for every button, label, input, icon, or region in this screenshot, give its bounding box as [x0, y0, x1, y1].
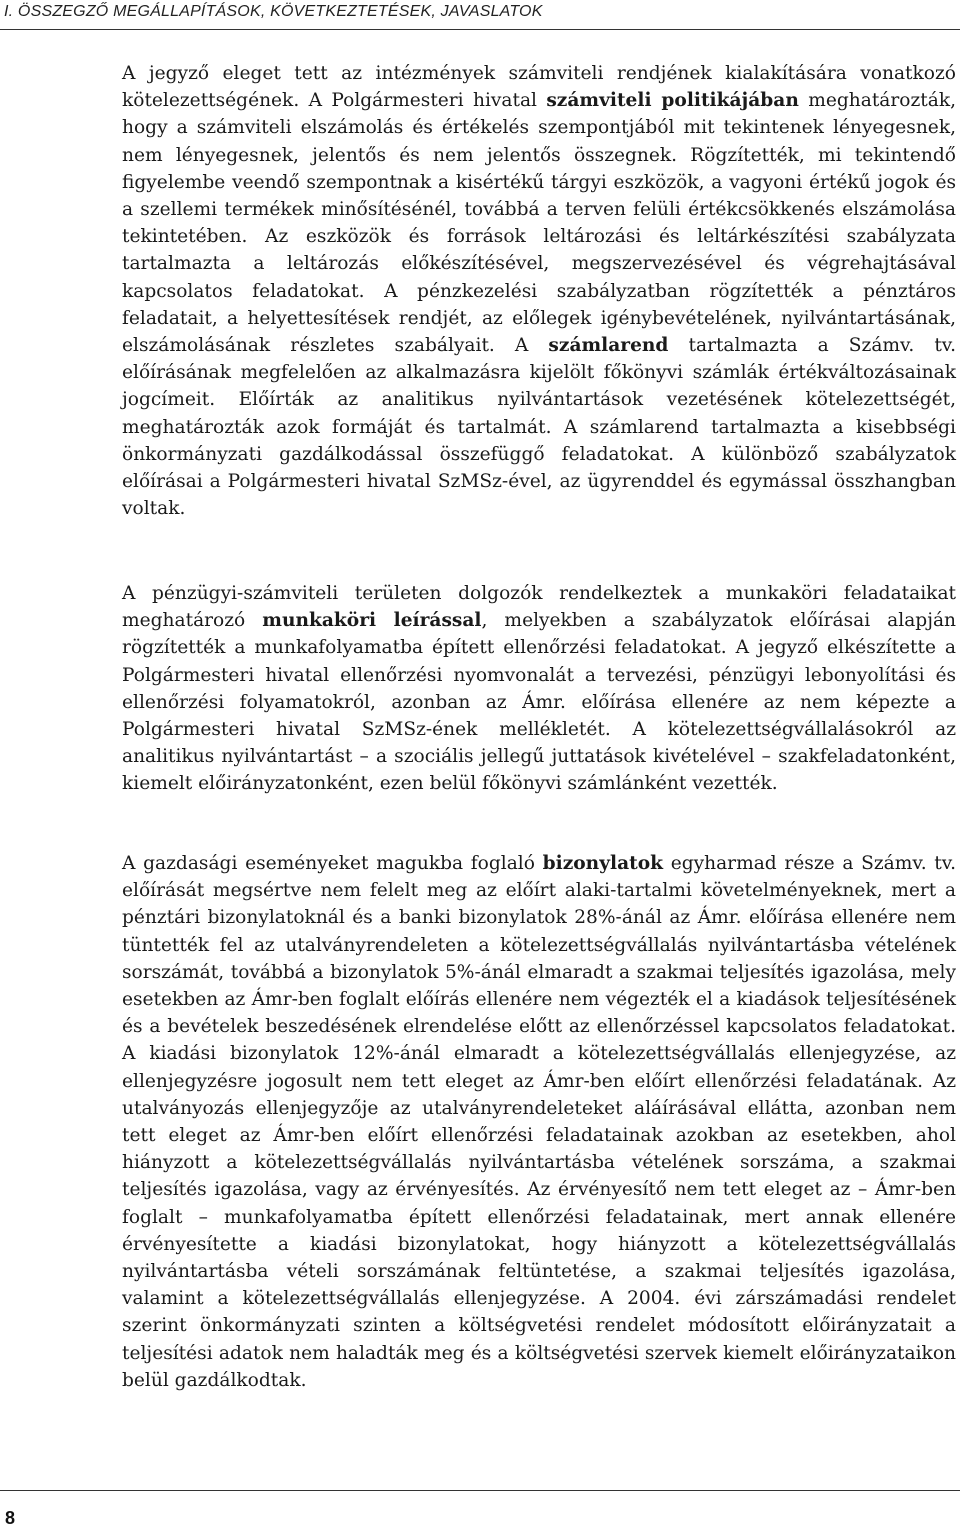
- text-run: A gazdasági eseményeket magukba foglaló: [122, 853, 543, 874]
- page-header: [0, 0, 960, 30]
- paragraph-vouchers: [122, 850, 956, 1394]
- text-run: A pénzügyi-számviteli területen dolgozók rendelkeztek a munkaköri feladataikat meghatározó: [122, 583, 956, 632]
- bold-term: számviteli politikájában: [546, 90, 799, 112]
- bold-term: számlarend: [548, 335, 669, 357]
- paragraph-accounting-policy: [122, 60, 956, 522]
- header-divider: [0, 29, 960, 30]
- paragraph-job-descriptions: [122, 580, 956, 798]
- section-title: I. ÖSSZEGZŐ MEGÁLLAPÍTÁSOK, KÖVETKEZTETÉSEK, JAVASLATOK: [4, 3, 543, 20]
- bold-term: bizonylatok: [542, 853, 663, 874]
- text-run: A jegyző eleget tett az intézmények számviteli rendjének kialakítására vonatkozó kötelezettségének. A Polgármesteri hivatal: [122, 63, 956, 112]
- text-run: , melyekben a szabályzatok előírásai alapján rögzítették a munkafolyamatba épített ellenőrzési feladatokat. A jegyző elkészítette a Polgármesteri hivatal ellenőrzési nyomvonalát a tervezési, pénzügyi lebonyolítási és ellenőrzési folyamatokról, azonban az Ámr. előírása ellenére az nem képezte a Polgármesteri hivatal SzMSz-ének mellékletét. A kötelezettségvállalásokról az analitikus nyilvántartást – a szociális jellegű juttatások kivételével – szakfeladatonként, kiemelt előirányzatonként, ezen belül főkönyvi számlánként vezették.: [122, 610, 957, 795]
- footer-divider: [0, 1490, 960, 1491]
- text-run: egyharmad része a Számv. tv. előírását megsértve nem felelt meg az előírt alaki-tartalmi követelményeknek, mert a pénztári bizonylatoknál és a banki bizonylatok 28%-ánál az Ámr. előírása ellenére nem tüntették fel az utalványrendeleten a kötelezettségvállalás nyilvántartásba vételének sorszámát, továbbá a bizonylatok 5%-ánál elmaradt a szakmai teljesítés igazolása, mely esetekben az Ámr-ben foglalt előírás ellenére nem végezték el a kiadások teljesítésének és a bevételek beszedésének elrendelése előtt az ellenőrzéssel kapcsolatos feladatokat. A kiadási bizonylatok 12%-ánál elmaradt a kötelezettségvállalás ellenjegyzése, az ellenjegyzésre jogosult nem tett eleget az Ámr-ben előírt ellenőrzési feladatának. Az utalványozás ellenjegyzője az utalványrendeleteket aláírásával ellátta, azonban nem tett eleget az Ámr-ben előírt ellenőrzési feladatainak azokban az esetekben, ahol hiányzott a kötelezettségvállalás nyilvántartásba vételének sorszáma, a szakmai teljesítés igazolása, vagy az érvényesítés. Az érvényesítő nem tett eleget az – Ámr-ben foglalt – munkafolyamatba épített ellenőrzési feladatainak, mert annak ellenére érvényesítette a kiadási bizonylatokat, hogy hiányzott a kötelezettségvállalás nyilvántartásba vételi sorszámának feltüntetése, a szakmai teljesítés igazolása, valamint a kötelezettségvállalás ellenjegyzése. A 2004. évi zárszámadási rendelet szerint önkormányzati szinten a költségvetési rendelet módosított előirányzatait a teljesítési adatok nem haladták meg és a költségvetési szervek kiemelt előirányzataikon belül gazdálkodtak.: [122, 853, 956, 1391]
- text-run: tartalmazta a Számv. tv. előírásának megfelelően az alkalmazásra kijelölt főkönyvi számlák értékváltozásainak jogcímeit. Előírták az analitikus nyilvántartások vezetésének kötelezettségét, meghatározták azok formáját és tartalmát. A számlarend tartalmazta a kisebbségi önkormányzati gazdálkodással összefüggő feladatokat. A különböző szabályzatok előírásai a Polgármesteri hivatal SzMSz-ével, az ügyrenddel és egymással összhangban voltak.: [122, 335, 957, 520]
- page-number: 8: [5, 1508, 16, 1528]
- bold-term: munkaköri leírással: [262, 610, 482, 632]
- text-run: meghatározták, hogy a számviteli elszámolás és értékelés szempontjából mit tekintenek lényegesnek, nem lényegesnek, jelentős és nem jelentős összegnek. Rögzítették, mi tekintendő figyelembe veendő szempontnak a kisértékű tárgyi eszközök, a vagyoni értékű jogok és a szellemi termékek minősítésénél, továbbá a terven felüli értékcsökkenés elszámolása tekintetében. Az eszközök és források leltározási és leltárkészítési szabályzata tartalmazta a leltározás előkészítésével, megszervezésével és végrehajtásával kapcsolatos feladatokat. A pénzkezelési szabályzatban rögzítették a pénztáros feladatait, a helyettesítések rendjét, az előlegek igénybevételének, nyilvántartásának, elszámolásának részletes szabályait. A: [122, 90, 956, 357]
